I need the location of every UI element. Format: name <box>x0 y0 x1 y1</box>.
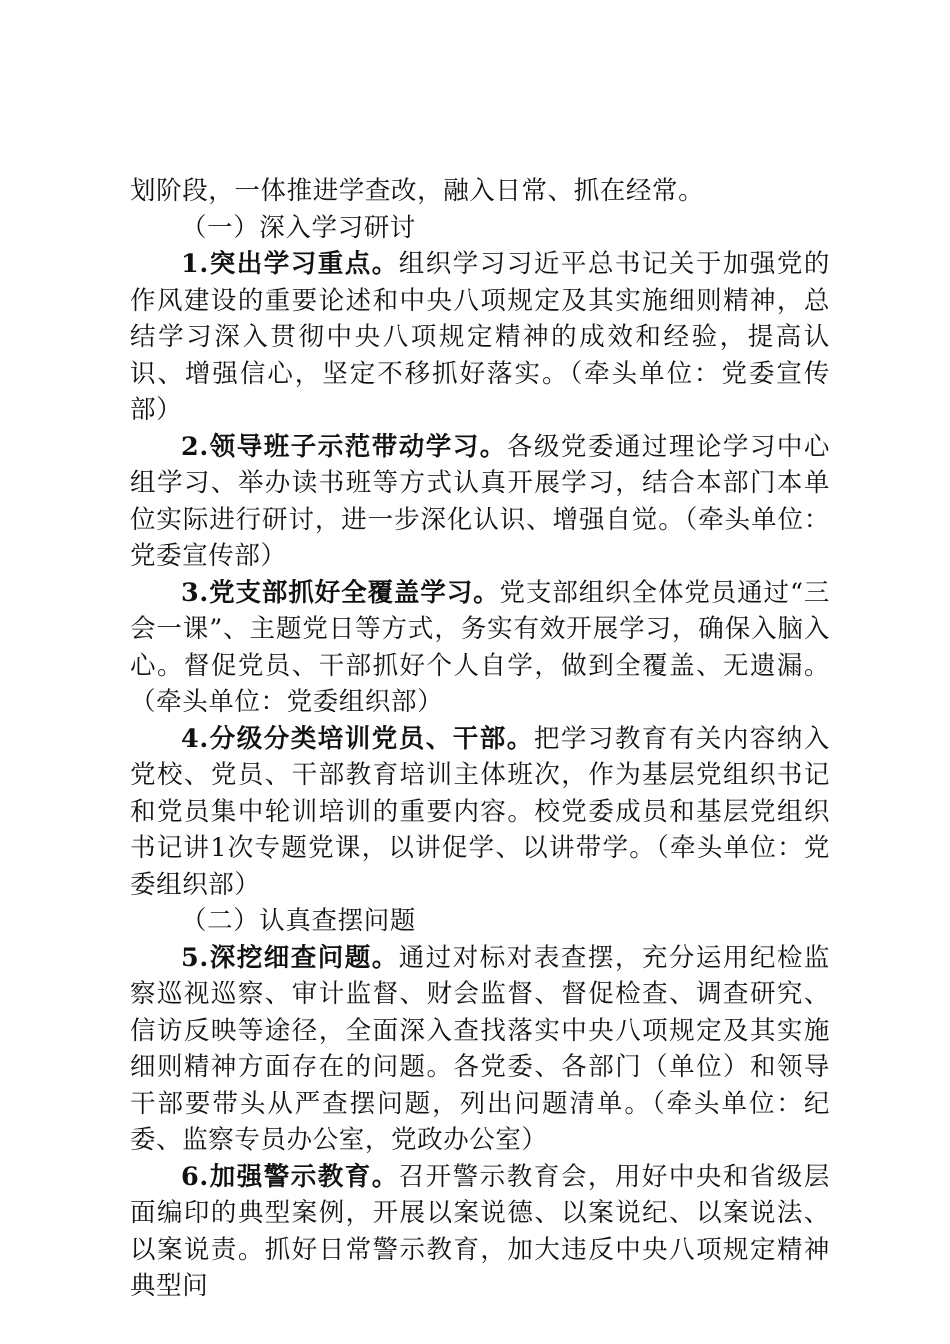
item-text-4: 把学习教育有关内容纳入党校、党员、干部教育培训主体班次，作为基层党组织书记和党员集中轮训培训的重要内容。校党委成员和基层党组织书记讲1次专题党课，以讲促学、以讲带学。（牵头单位：党委组织部） <box>130 723 830 900</box>
continuation-paragraph: 划阶段，一体推进学查改，融入日常、抓在经常。 <box>130 176 705 206</box>
item-lead-5: 5.深挖细查问题。 <box>181 942 399 973</box>
document-page <box>130 173 830 1305</box>
item-lead-3: 3.党支部抓好全覆盖学习。 <box>181 577 500 608</box>
item-text-6: 召开警示教育会，用好中央和省级层面编印的典型案例，开展以案说德、以案说纪、以案说法、以案说责。抓好日常警示教育，加大违反中央八项规定精神典型问 <box>130 1161 830 1301</box>
item-lead-4: 4.分级分类培训党员、干部。 <box>181 723 534 754</box>
item-text-2: 各级党委通过理论学习中心组学习、举办读书班等方式认真开展学习，结合本部门本单位实际进行研讨，进一步深化认识、增强自觉。（牵头单位：党委宣传部） <box>130 431 830 571</box>
section-heading-1: （一）深入学习研讨 <box>181 212 416 243</box>
item-paragraph-3 <box>130 575 830 721</box>
item-paragraph-6 <box>130 1159 830 1305</box>
item-lead-6: 6.加强警示教育。 <box>181 1161 399 1192</box>
item-paragraph-5 <box>130 940 830 1159</box>
item-text-3: 党支部组织全体党员通过“三会一课”、主题党日等方式，务实有效开展学习，确保入脑入心。督促党员、干部抓好个人自学，做到全覆盖、无遗漏。（牵头单位：党委组织部） <box>130 577 831 717</box>
item-text-1: 组织学习习近平总书记关于加强党的作风建设的重要论述和中央八项规定及其实施细则精神，总结学习深入贯彻中央八项规定精神的成效和经验，提高认识、增强信心，坚定不移抓好落实。（牵头单位：党委宣传部） <box>130 249 830 425</box>
item-paragraph-2 <box>130 429 830 575</box>
item-paragraph-4 <box>130 721 830 904</box>
section-heading-2: （二）认真查摆问题 <box>181 906 416 936</box>
item-text-5: 通过对标对表查摆，充分运用纪检监察巡视巡察、审计监督、财会监督、督促检查、调查研究、信访反映等途径，全面深入查找落实中央八项规定及其实施细则精神方面存在的问题。各党委、各部门（单位）和领导干部要带头从严查摆问题，列出问题清单。（牵头单位：纪委、监察专员办公室，党政办公室） <box>130 942 830 1155</box>
item-paragraph-1 <box>130 246 830 429</box>
item-lead-2: 2.领导班子示范带动学习。 <box>181 431 507 462</box>
item-lead-1: 1.突出学习重点。 <box>181 249 399 279</box>
